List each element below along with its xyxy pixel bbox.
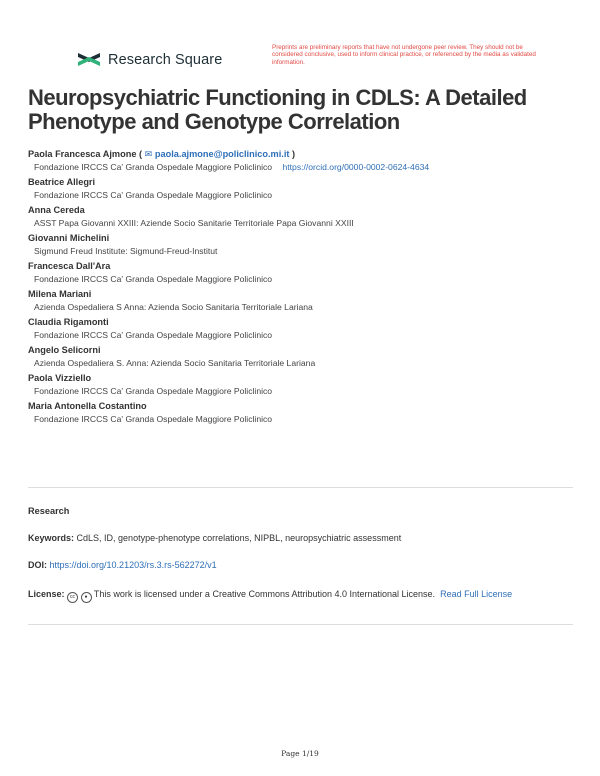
author-affiliation: Fondazione IRCCS Ca' Granda Ospedale Maggiore Policlinico — [34, 414, 273, 424]
author-entry — [28, 344, 578, 371]
brand-name — [108, 52, 222, 68]
author-affiliation: Azienda Ospedaliera S. Anna: Azienda Socio Sanitaria Territoriale Lariana — [34, 358, 316, 368]
brand-name-part1: Research — [108, 52, 171, 68]
keywords-value: CdLS, ID, genotype-phenotype correlations, NIPBL, neuropsychiatric assessment — [76, 533, 402, 543]
author-affiliation: Fondazione IRCCS Ca' Granda Ospedale Maggiore Policlinico — [34, 274, 273, 284]
doi-line — [28, 560, 217, 570]
research-square-logo[interactable] — [76, 50, 222, 70]
keywords-line — [28, 533, 401, 543]
author-entry: Paola Francesca Ajmone ( ✉ paola.ajmone@policlinico.mi.it ) Fondazione IRCCS Ca' Granda Ospedale Maggiore Policlinico https://orcid.org/0000-0002-0624-4634 — [28, 149, 430, 172]
by-attribution-icon: ● — [81, 592, 92, 603]
author-affiliation: Fondazione IRCCS Ca' Granda Ospedale Maggiore Policlinico — [34, 330, 273, 340]
license-line — [28, 587, 568, 603]
email-icon[interactable]: ✉ — [144, 149, 153, 159]
author-entry — [28, 232, 578, 259]
author-name: Paola Francesca Ajmone — [28, 149, 137, 159]
author-entry — [28, 400, 578, 427]
article-title: Neuropsychiatric Functioning in CDLS: A Detailed Phenotype and Genotype Correlation — [28, 85, 527, 134]
divider — [28, 624, 573, 625]
author-entry — [28, 288, 578, 315]
author-entry — [28, 372, 578, 399]
author-entry — [28, 176, 578, 203]
author-entry — [28, 260, 578, 287]
divider — [28, 487, 573, 488]
license-label: License: — [28, 589, 65, 599]
doi-label: DOI: — [28, 560, 47, 570]
author-name: Paola Vizziello — [28, 373, 92, 383]
author-affiliation: ASST Papa Giovanni XXIII: Aziende Socio Sanitarie Territoriale Papa Giovanni XXIII — [34, 218, 354, 228]
cc-icon: cc — [67, 592, 78, 603]
author-affiliation: Fondazione IRCCS Ca' Granda Ospedale Maggiore Policlinico — [34, 386, 273, 396]
author-name: Giovanni Michelini — [28, 233, 110, 243]
author-affiliation: Azienda Ospedaliera S Anna: Azienda Socio Sanitaria Territoriale Lariana — [34, 302, 313, 312]
license-text: This work is licensed under a Creative Commons Attribution 4.0 International License. — [93, 589, 436, 599]
author-name: Angelo Selicorni — [28, 345, 101, 355]
author-email-link[interactable]: paola.ajmone@policlinico.mi.it — [154, 149, 290, 159]
brand-name-part2: Square — [175, 52, 223, 68]
author-name: Maria Antonella Costantino — [28, 401, 147, 411]
author-name: Beatrice Allegri — [28, 177, 96, 187]
research-square-logo-icon — [76, 50, 102, 70]
author-name: Claudia Rigamonti — [28, 317, 109, 327]
page-number: Page 1/19 — [281, 749, 319, 758]
author-entry — [28, 316, 578, 343]
author-list — [28, 148, 578, 428]
keywords-label: Keywords: — [28, 533, 75, 543]
read-full-license-link[interactable]: Read Full License — [440, 589, 513, 599]
author-affiliation: Sigmund Freud Institute: Sigmund-Freud-Institut — [34, 246, 218, 256]
author-affiliation: Fondazione IRCCS Ca' Granda Ospedale Maggiore Policlinico — [34, 190, 273, 200]
author-name: Milena Mariani — [28, 289, 92, 299]
doi-link[interactable]: https://doi.org/10.21203/rs.3.rs-562272/v1 — [49, 560, 217, 570]
orcid-link[interactable]: https://orcid.org/0000-0002-0624-4634 — [282, 162, 430, 172]
author-affiliation: Fondazione IRCCS Ca' Granda Ospedale Maggiore Policlinico — [34, 162, 273, 172]
author-name: Francesca Dall'Ara — [28, 261, 111, 271]
author-entry — [28, 204, 578, 231]
preprint-notice: Preprints are preliminary reports that have not undergone peer review. They should not be considered conclusive, used to inform clinical practice, or referenced by the media as validated information. — [272, 44, 536, 66]
author-name: Anna Cereda — [28, 205, 85, 215]
article-type: Research — [28, 506, 70, 516]
